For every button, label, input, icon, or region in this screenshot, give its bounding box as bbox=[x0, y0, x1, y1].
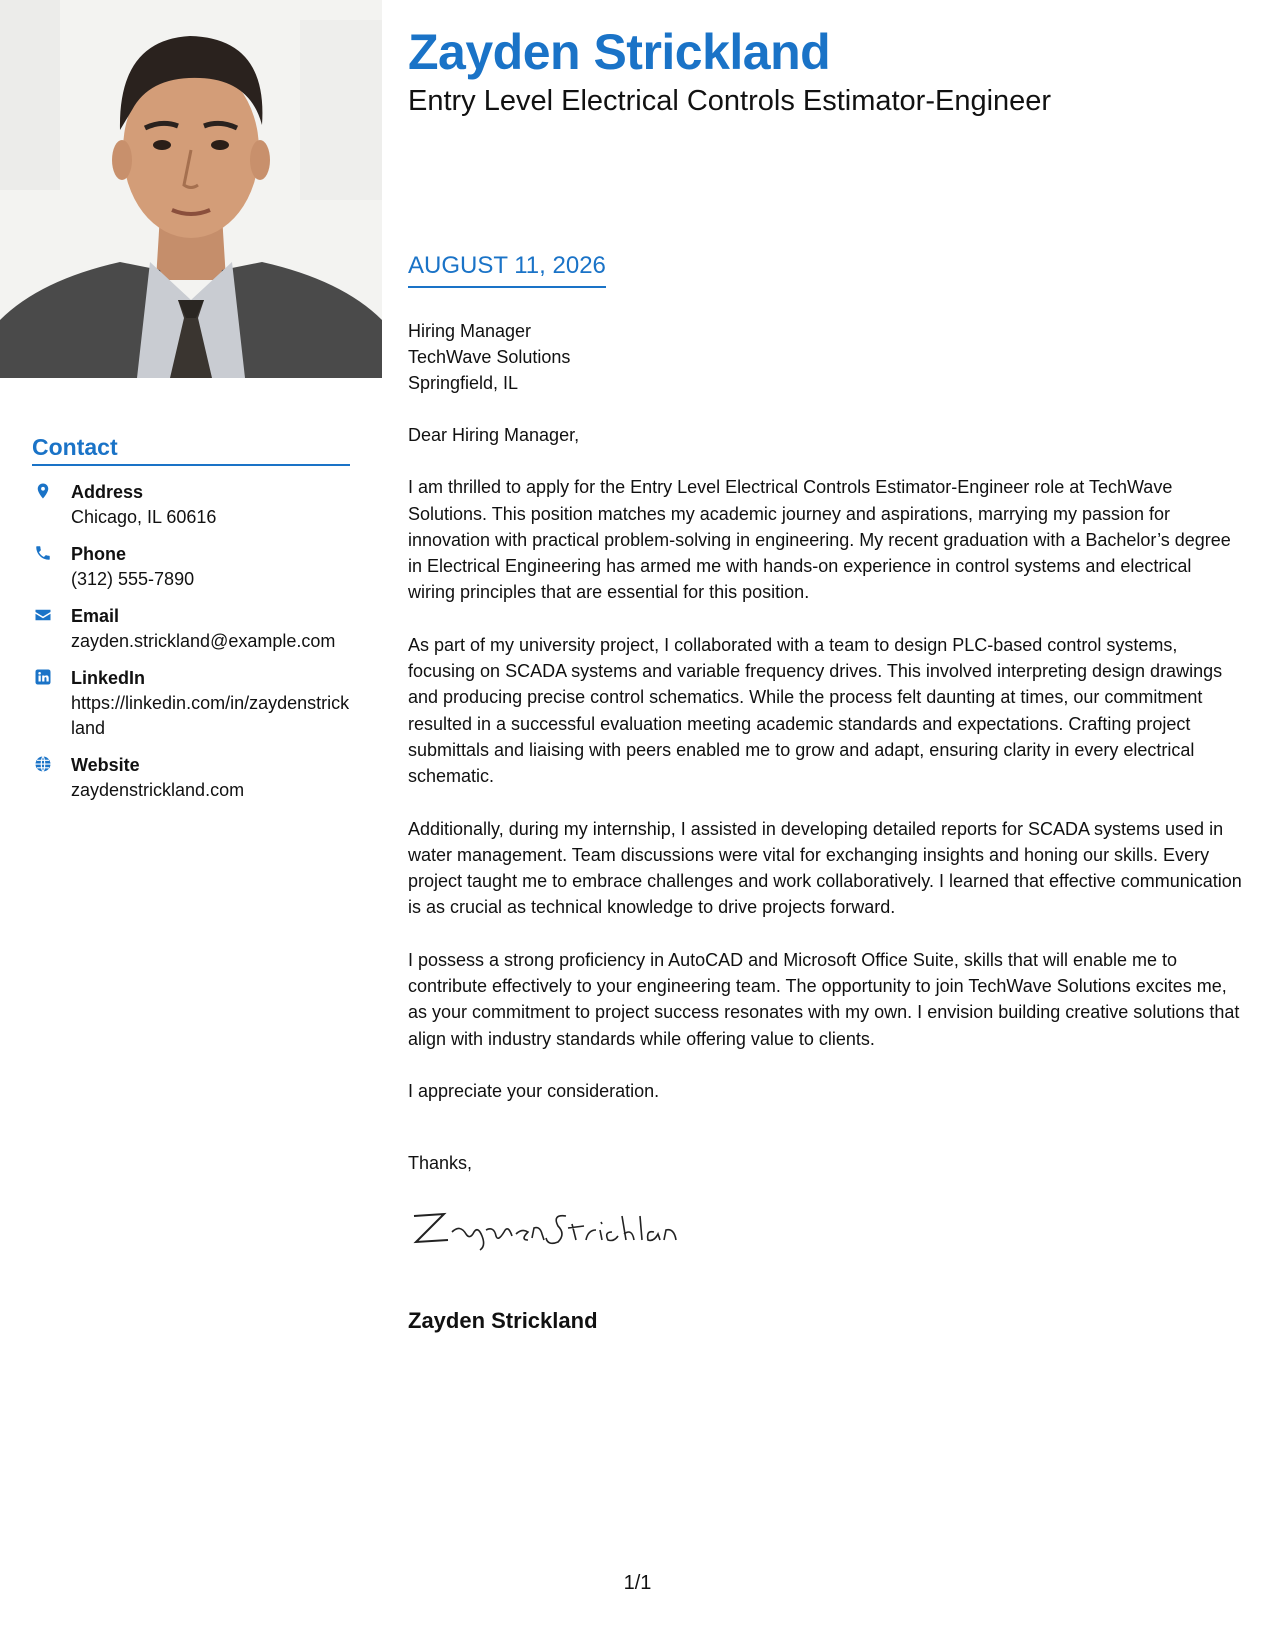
recipient-location: Springfield, IL bbox=[408, 373, 519, 393]
linkedin-link[interactable]: https://linkedin.com/in/zaydenstrickland bbox=[71, 693, 350, 738]
contact-label: LinkedIn bbox=[71, 668, 146, 688]
body-paragraph: I am thrilled to apply for the Entry Level Electrical Controls Estimator-Engineer role at TechWave Solutions. This position matches my academic journey and aspirations, marrying my passion for innovation with practical problem-solving in engineering. My recent graduation with a Bachelor’s degree in Electrical Engineering has armed me with hands-on experience in control systems and electrical wiring principles that are essential for this position. bbox=[408, 477, 1231, 603]
letter-main bbox=[408, 22, 1243, 1333]
body-paragraph: I appreciate your consideration. bbox=[408, 1080, 660, 1101]
email-icon bbox=[34, 606, 52, 624]
linkedin-icon bbox=[34, 668, 52, 686]
contact-item-phone bbox=[32, 542, 350, 592]
contact-item-address bbox=[32, 480, 350, 530]
signed-name: Zayden Strickland bbox=[408, 1308, 598, 1333]
body-paragraph: Additionally, during my internship, I assisted in developing detailed reports for SCADA systems used in water management. Team discussions were vital for exchanging insights and honing our skills. Every project taught me to embrace challenges and work collaboratively. I learned that effective communication is as crucial as technical knowledge to drive projects forward. bbox=[408, 818, 1242, 918]
contact-value: Chicago, IL 60616 bbox=[71, 507, 217, 527]
profile-photo bbox=[0, 0, 382, 378]
contact-item-website bbox=[32, 753, 350, 803]
recipient-block bbox=[408, 318, 570, 396]
body-paragraph: I possess a strong proficiency in AutoCAD and Microsoft Office Suite, skills that will enable me to contribute effectively to your engineering team. The opportunity to join TechWave Solutions excites me, as your commitment to project success resonates with my own. I envision building creative solutions that align with industry standards while offering value to clients. bbox=[408, 949, 1240, 1049]
contact-value: (312) 555-7890 bbox=[71, 569, 195, 589]
contact-label: Phone bbox=[71, 544, 127, 564]
contact-label: Address bbox=[71, 482, 144, 502]
email-link[interactable]: zayden.strickland@example.com bbox=[71, 631, 336, 651]
page-number: 1/1 bbox=[623, 1572, 652, 1594]
contact-label: Email bbox=[71, 606, 120, 626]
job-title: Entry Level Electrical Controls Estimator-Engineer bbox=[408, 85, 1052, 117]
salutation: Dear Hiring Manager, bbox=[408, 425, 580, 445]
letter-date: AUGUST 11, 2026 bbox=[408, 250, 606, 288]
location-pin-icon bbox=[34, 482, 52, 500]
contact-item-linkedin bbox=[32, 666, 350, 741]
contact-list bbox=[32, 480, 350, 803]
sidebar bbox=[32, 432, 350, 815]
applicant-name: Zayden Strickland bbox=[408, 24, 831, 80]
closing: Thanks, bbox=[408, 1153, 473, 1173]
contact-heading: Contact bbox=[32, 432, 350, 466]
phone-icon bbox=[34, 544, 52, 562]
contact-label: Website bbox=[71, 755, 140, 775]
website-link[interactable]: zaydenstrickland.com bbox=[71, 780, 245, 800]
recipient-company: TechWave Solutions bbox=[408, 347, 571, 367]
contact-item-email bbox=[32, 604, 350, 654]
letter-body bbox=[408, 422, 1243, 1130]
recipient-title: Hiring Manager bbox=[408, 321, 532, 341]
handwritten-signature bbox=[408, 1202, 688, 1254]
body-paragraph: As part of my university project, I collaborated with a team to design PLC-based control systems, focusing on SCADA systems and variable frequency drives. This involved interpreting design drawings and producing precise control schematics. While the process felt daunting at times, our commitment resulted in a successful evaluation meeting academic standards and expectations. Crafting project submittals and liaising with peers enabled me to grow and adapt, ensuring clarity in every electrical schematic. bbox=[408, 634, 1223, 787]
globe-icon bbox=[34, 755, 52, 773]
